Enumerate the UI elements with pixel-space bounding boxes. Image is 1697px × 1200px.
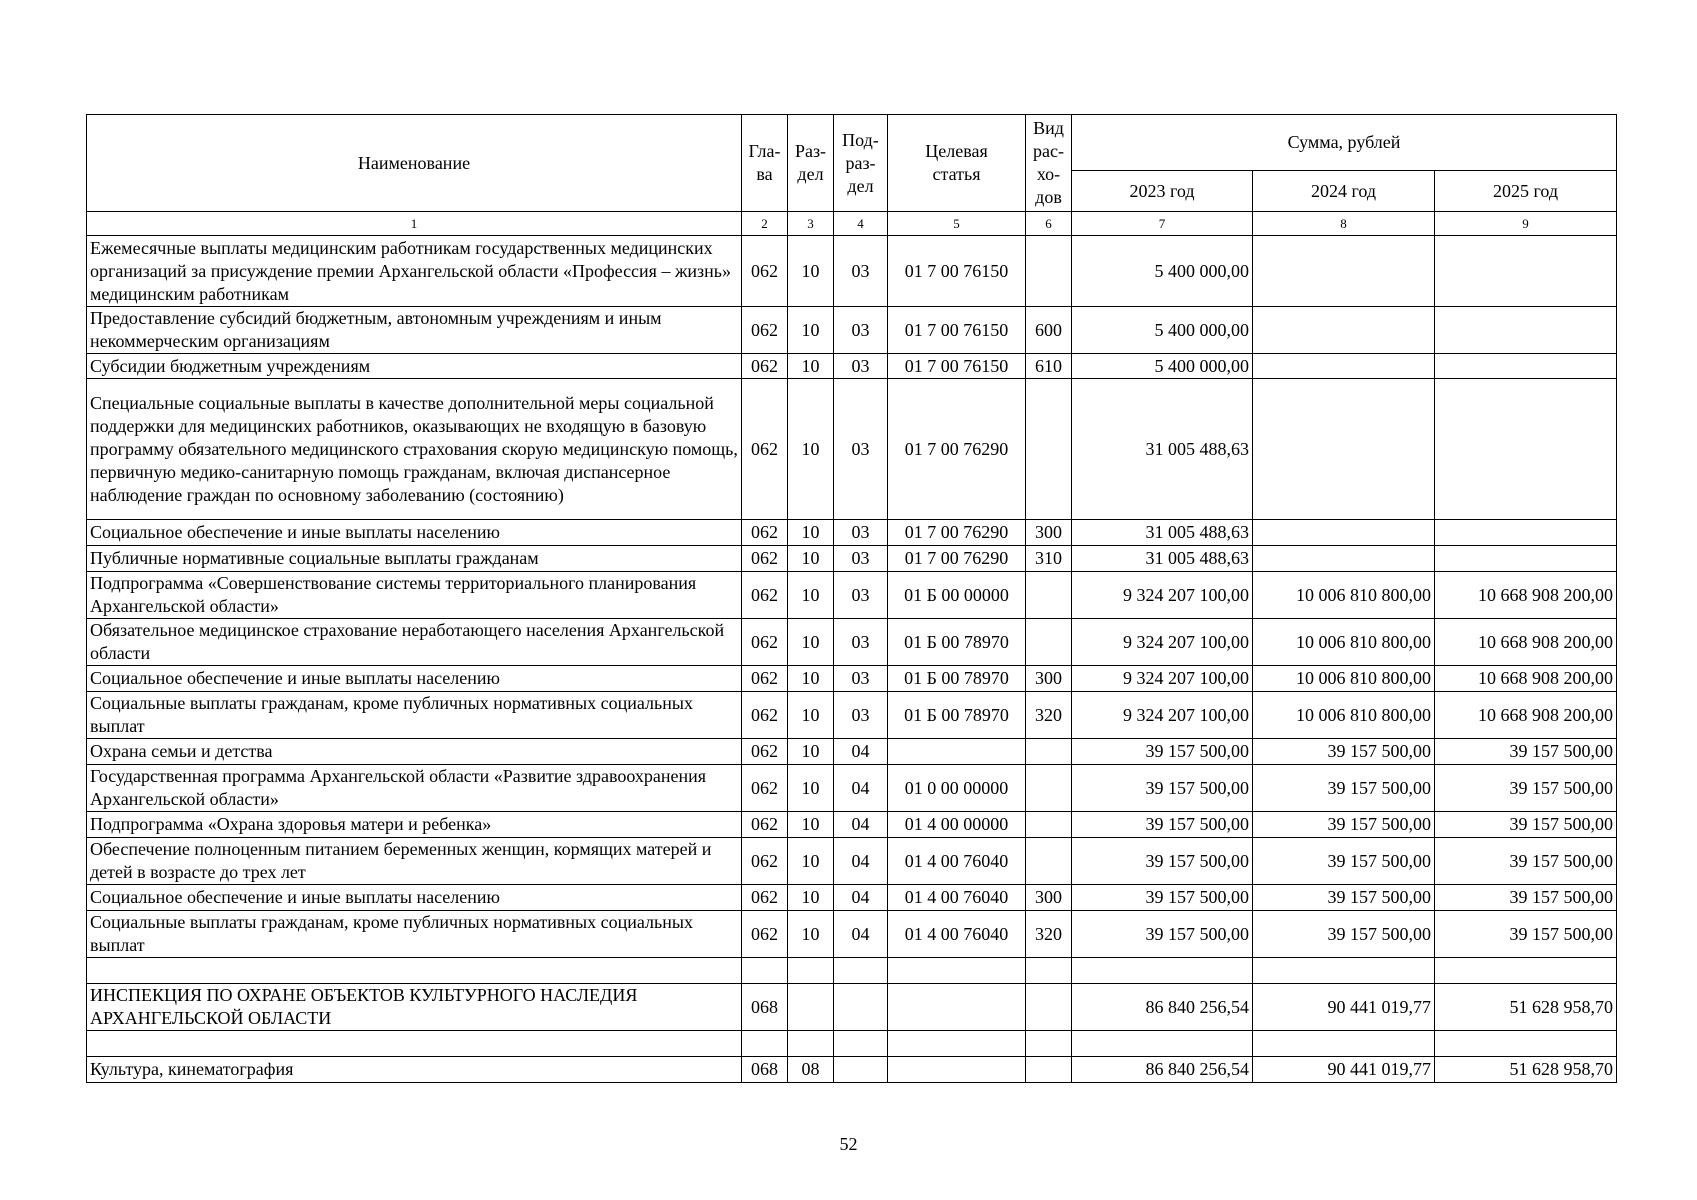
table-body [87, 236, 1617, 1083]
cell-glava [742, 1031, 788, 1057]
cell-sum-2023: 39 157 500,00 [1072, 765, 1253, 812]
cell-sum-2025 [1435, 354, 1617, 379]
cell-razdel: 10 [788, 692, 834, 739]
cell-vid-rashodov [1026, 1057, 1072, 1083]
cell-podrazdel: 04 [834, 838, 888, 885]
cell-sum-2023: 39 157 500,00 [1072, 911, 1253, 958]
cell-sum-2024 [1253, 236, 1435, 307]
column-number: 6 [1026, 212, 1072, 236]
cell-tselevaya-statya: 01 7 00 76150 [888, 354, 1026, 379]
cell-sum-2025: 51 628 958,70 [1435, 984, 1617, 1031]
cell-sum-2024: 10 006 810 800,00 [1253, 619, 1435, 666]
cell-razdel [788, 1031, 834, 1057]
column-number: 8 [1253, 212, 1435, 236]
cell-razdel: 10 [788, 812, 834, 838]
cell-podrazdel: 03 [834, 354, 888, 379]
cell-name [87, 958, 742, 984]
cell-glava: 062 [742, 885, 788, 911]
cell-name: Подпрограмма «Совершенствование системы территориального планирования Архангельской области» [87, 572, 742, 619]
cell-name: Специальные социальные выплаты в качестве дополнительной меры социальной поддержки для медицинских работников, оказывающих не входящую в базовую программу обязательного медицинского страхования скорую медицинскую помощь, первичную медико-санитарную помощь гражданам, включая диспансерное наблюдение граждан по основному заболеванию (состоянию) [87, 379, 742, 520]
cell-sum-2025: 39 157 500,00 [1435, 885, 1617, 911]
cell-sum-2025: 51 628 958,70 [1435, 1057, 1617, 1083]
cell-glava: 062 [742, 812, 788, 838]
cell-glava: 062 [742, 911, 788, 958]
cell-name: Государственная программа Архангельской области «Развитие здравоохранения Архангельской области» [87, 765, 742, 812]
cell-podrazdel: 04 [834, 911, 888, 958]
cell-sum-2023: 86 840 256,54 [1072, 1057, 1253, 1083]
cell-tselevaya-statya: 01 4 00 76040 [888, 838, 1026, 885]
cell-sum-2023 [1072, 1031, 1253, 1057]
cell-glava: 062 [742, 520, 788, 546]
cell-razdel [788, 984, 834, 1031]
cell-podrazdel: 03 [834, 692, 888, 739]
table-row [87, 1057, 1617, 1083]
cell-sum-2023: 9 324 207 100,00 [1072, 619, 1253, 666]
table-row [87, 739, 1617, 765]
cell-sum-2024: 39 157 500,00 [1253, 765, 1435, 812]
cell-name: Субсидии бюджетным учреждениям [87, 354, 742, 379]
cell-razdel [788, 958, 834, 984]
cell-razdel: 10 [788, 546, 834, 572]
cell-name: Социальное обеспечение и иные выплаты населению [87, 520, 742, 546]
cell-sum-2024 [1253, 379, 1435, 520]
cell-sum-2024: 39 157 500,00 [1253, 838, 1435, 885]
cell-sum-2024 [1253, 307, 1435, 354]
header-tselevaya-statya: Целевая статья [888, 115, 1026, 212]
cell-tselevaya-statya: 01 7 00 76150 [888, 307, 1026, 354]
cell-vid-rashodov: 600 [1026, 307, 1072, 354]
cell-vid-rashodov [1026, 958, 1072, 984]
cell-podrazdel [834, 1031, 888, 1057]
cell-sum-2024 [1253, 520, 1435, 546]
column-number: 2 [742, 212, 788, 236]
cell-sum-2024: 39 157 500,00 [1253, 885, 1435, 911]
cell-vid-rashodov [1026, 236, 1072, 307]
cell-name: Подпрограмма «Охрана здоровья матери и ребенка» [87, 812, 742, 838]
cell-razdel: 10 [788, 572, 834, 619]
cell-vid-rashodov [1026, 619, 1072, 666]
cell-name: ИНСПЕКЦИЯ ПО ОХРАНЕ ОБЪЕКТОВ КУЛЬТУРНОГО НАСЛЕДИЯ АРХАНГЕЛЬСКОЙ ОБЛАСТИ [87, 984, 742, 1031]
cell-vid-rashodov [1026, 572, 1072, 619]
cell-vid-rashodov: 300 [1026, 666, 1072, 692]
cell-razdel: 10 [788, 520, 834, 546]
cell-sum-2023: 39 157 500,00 [1072, 812, 1253, 838]
cell-sum-2025: 10 668 908 200,00 [1435, 692, 1617, 739]
table-row [87, 666, 1617, 692]
cell-tselevaya-statya [888, 958, 1026, 984]
cell-glava: 062 [742, 765, 788, 812]
header-glava: Гла- ва [742, 115, 788, 212]
cell-sum-2023 [1072, 958, 1253, 984]
column-number: 9 [1435, 212, 1617, 236]
cell-name: Публичные нормативные социальные выплаты гражданам [87, 546, 742, 572]
table-row [87, 572, 1617, 619]
cell-vid-rashodov: 320 [1026, 911, 1072, 958]
cell-podrazdel: 03 [834, 546, 888, 572]
cell-razdel: 10 [788, 354, 834, 379]
cell-razdel: 10 [788, 765, 834, 812]
cell-tselevaya-statya: 01 7 00 76290 [888, 520, 1026, 546]
table-row [87, 838, 1617, 885]
cell-sum-2025 [1435, 958, 1617, 984]
table-row [87, 885, 1617, 911]
cell-sum-2024 [1253, 546, 1435, 572]
cell-tselevaya-statya: 01 7 00 76290 [888, 546, 1026, 572]
cell-sum-2023: 39 157 500,00 [1072, 739, 1253, 765]
table-row [87, 546, 1617, 572]
header-year-2025: 2025 год [1435, 171, 1617, 212]
header-year-2023: 2023 год [1072, 171, 1253, 212]
cell-vid-rashodov [1026, 838, 1072, 885]
cell-vid-rashodov: 610 [1026, 354, 1072, 379]
cell-sum-2023: 9 324 207 100,00 [1072, 666, 1253, 692]
cell-sum-2023: 31 005 488,63 [1072, 379, 1253, 520]
budget-table [86, 114, 1617, 1083]
header-vid-rashodov: Вид рас- хо- дов [1026, 115, 1072, 212]
cell-name: Социальное обеспечение и иные выплаты населению [87, 666, 742, 692]
header-razdel: Раз- дел [788, 115, 834, 212]
cell-razdel: 10 [788, 619, 834, 666]
cell-glava: 062 [742, 739, 788, 765]
cell-tselevaya-statya [888, 1031, 1026, 1057]
cell-razdel: 10 [788, 911, 834, 958]
cell-sum-2025: 39 157 500,00 [1435, 765, 1617, 812]
cell-vid-rashodov [1026, 379, 1072, 520]
cell-name: Предоставление субсидий бюджетным, автономным учреждениям и иным некоммерческим организациям [87, 307, 742, 354]
cell-tselevaya-statya: 01 Б 00 78970 [888, 666, 1026, 692]
cell-razdel: 08 [788, 1057, 834, 1083]
cell-sum-2023: 31 005 488,63 [1072, 546, 1253, 572]
table-row [87, 379, 1617, 520]
cell-razdel: 10 [788, 666, 834, 692]
header-year-2024: 2024 год [1253, 171, 1435, 212]
cell-glava: 062 [742, 546, 788, 572]
table-row [87, 354, 1617, 379]
cell-sum-2023: 31 005 488,63 [1072, 520, 1253, 546]
cell-name: Социальное обеспечение и иные выплаты населению [87, 885, 742, 911]
cell-name: Социальные выплаты гражданам, кроме публичных нормативных социальных выплат [87, 911, 742, 958]
cell-glava: 062 [742, 692, 788, 739]
cell-sum-2024: 10 006 810 800,00 [1253, 572, 1435, 619]
cell-vid-rashodov: 300 [1026, 520, 1072, 546]
cell-tselevaya-statya: 01 Б 00 00000 [888, 572, 1026, 619]
cell-sum-2025 [1435, 1031, 1617, 1057]
cell-podrazdel: 03 [834, 307, 888, 354]
table-row [87, 692, 1617, 739]
cell-sum-2025 [1435, 379, 1617, 520]
cell-podrazdel: 03 [834, 666, 888, 692]
cell-glava: 068 [742, 984, 788, 1031]
table-row [87, 958, 1617, 984]
cell-sum-2025 [1435, 236, 1617, 307]
table-row [87, 984, 1617, 1031]
cell-tselevaya-statya [888, 739, 1026, 765]
cell-name: Обеспечение полноценным питанием беременных женщин, кормящих матерей и детей в возрасте до трех лет [87, 838, 742, 885]
table-header [87, 115, 1617, 236]
cell-sum-2025: 39 157 500,00 [1435, 739, 1617, 765]
cell-glava: 062 [742, 838, 788, 885]
table-row [87, 307, 1617, 354]
cell-tselevaya-statya [888, 984, 1026, 1031]
cell-glava: 062 [742, 666, 788, 692]
cell-tselevaya-statya: 01 0 00 00000 [888, 765, 1026, 812]
column-number: 4 [834, 212, 888, 236]
table-row [87, 812, 1617, 838]
page-number: 52 [839, 1134, 858, 1154]
cell-sum-2024: 39 157 500,00 [1253, 739, 1435, 765]
cell-sum-2025: 39 157 500,00 [1435, 838, 1617, 885]
cell-vid-rashodov: 320 [1026, 692, 1072, 739]
header-name: Наименование [87, 115, 742, 212]
table-row [87, 520, 1617, 546]
cell-name: Обязательное медицинское страхование неработающего населения Архангельской области [87, 619, 742, 666]
cell-sum-2024: 39 157 500,00 [1253, 911, 1435, 958]
cell-sum-2025 [1435, 546, 1617, 572]
cell-sum-2025: 10 668 908 200,00 [1435, 666, 1617, 692]
cell-sum-2023: 9 324 207 100,00 [1072, 692, 1253, 739]
cell-podrazdel: 03 [834, 572, 888, 619]
cell-sum-2023: 5 400 000,00 [1072, 236, 1253, 307]
cell-sum-2024: 10 006 810 800,00 [1253, 692, 1435, 739]
cell-tselevaya-statya: 01 4 00 76040 [888, 911, 1026, 958]
header-summa: Сумма, рублей [1072, 115, 1617, 171]
cell-podrazdel [834, 1057, 888, 1083]
column-number: 7 [1072, 212, 1253, 236]
cell-glava: 062 [742, 379, 788, 520]
table-row [87, 619, 1617, 666]
cell-vid-rashodov [1026, 1031, 1072, 1057]
cell-tselevaya-statya: 01 7 00 76150 [888, 236, 1026, 307]
cell-glava: 062 [742, 354, 788, 379]
cell-name: Социальные выплаты гражданам, кроме публичных нормативных социальных выплат [87, 692, 742, 739]
cell-vid-rashodov: 310 [1026, 546, 1072, 572]
cell-vid-rashodov [1026, 765, 1072, 812]
cell-tselevaya-statya: 01 Б 00 78970 [888, 692, 1026, 739]
cell-sum-2024 [1253, 354, 1435, 379]
cell-sum-2024: 90 441 019,77 [1253, 984, 1435, 1031]
cell-podrazdel: 03 [834, 520, 888, 546]
cell-sum-2025: 10 668 908 200,00 [1435, 619, 1617, 666]
cell-sum-2025 [1435, 520, 1617, 546]
cell-sum-2024 [1253, 958, 1435, 984]
cell-sum-2023: 39 157 500,00 [1072, 885, 1253, 911]
table-row [87, 765, 1617, 812]
cell-tselevaya-statya: 01 7 00 76290 [888, 379, 1026, 520]
cell-glava: 062 [742, 307, 788, 354]
cell-vid-rashodov [1026, 812, 1072, 838]
cell-razdel: 10 [788, 739, 834, 765]
cell-podrazdel: 03 [834, 379, 888, 520]
cell-podrazdel [834, 958, 888, 984]
cell-razdel: 10 [788, 379, 834, 520]
cell-tselevaya-statya [888, 1057, 1026, 1083]
cell-sum-2024 [1253, 1031, 1435, 1057]
cell-glava: 062 [742, 572, 788, 619]
cell-glava: 062 [742, 236, 788, 307]
cell-podrazdel [834, 984, 888, 1031]
cell-razdel: 10 [788, 307, 834, 354]
cell-vid-rashodov: 300 [1026, 885, 1072, 911]
cell-razdel: 10 [788, 236, 834, 307]
cell-podrazdel: 03 [834, 619, 888, 666]
cell-tselevaya-statya: 01 4 00 00000 [888, 812, 1026, 838]
cell-podrazdel: 04 [834, 812, 888, 838]
table-row [87, 236, 1617, 307]
cell-vid-rashodov [1026, 739, 1072, 765]
cell-sum-2024: 90 441 019,77 [1253, 1057, 1435, 1083]
cell-podrazdel: 03 [834, 236, 888, 307]
table-row [87, 911, 1617, 958]
column-number: 5 [888, 212, 1026, 236]
column-numbers-row [87, 212, 1617, 236]
cell-sum-2023: 9 324 207 100,00 [1072, 572, 1253, 619]
cell-sum-2024: 39 157 500,00 [1253, 812, 1435, 838]
table-row [87, 1031, 1617, 1057]
cell-glava: 062 [742, 619, 788, 666]
cell-sum-2025: 10 668 908 200,00 [1435, 572, 1617, 619]
cell-name [87, 1031, 742, 1057]
column-number: 1 [87, 212, 742, 236]
cell-name: Охрана семьи и детства [87, 739, 742, 765]
cell-sum-2024: 10 006 810 800,00 [1253, 666, 1435, 692]
cell-name: Ежемесячные выплаты медицинским работникам государственных медицинских организаций за присуждение премии Архангельской области «Профессия – жизнь» медицинским работникам [87, 236, 742, 307]
cell-razdel: 10 [788, 885, 834, 911]
cell-sum-2023: 39 157 500,00 [1072, 838, 1253, 885]
cell-name: Культура, кинематография [87, 1057, 742, 1083]
cell-podrazdel: 04 [834, 765, 888, 812]
cell-sum-2025 [1435, 307, 1617, 354]
cell-glava: 068 [742, 1057, 788, 1083]
column-number: 3 [788, 212, 834, 236]
cell-glava [742, 958, 788, 984]
header-podrazdel: Под- раз- дел [834, 115, 888, 212]
cell-razdel: 10 [788, 838, 834, 885]
cell-sum-2023: 86 840 256,54 [1072, 984, 1253, 1031]
cell-tselevaya-statya: 01 4 00 76040 [888, 885, 1026, 911]
cell-tselevaya-statya: 01 Б 00 78970 [888, 619, 1026, 666]
cell-podrazdel: 04 [834, 885, 888, 911]
cell-sum-2023: 5 400 000,00 [1072, 307, 1253, 354]
cell-sum-2025: 39 157 500,00 [1435, 812, 1617, 838]
cell-sum-2023: 5 400 000,00 [1072, 354, 1253, 379]
cell-vid-rashodov [1026, 984, 1072, 1031]
cell-podrazdel: 04 [834, 739, 888, 765]
cell-sum-2025: 39 157 500,00 [1435, 911, 1617, 958]
